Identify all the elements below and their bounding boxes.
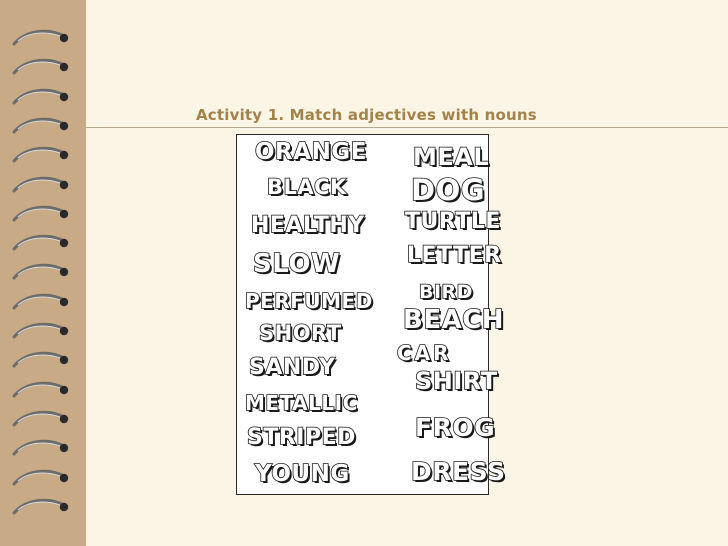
- noun-word: FROG: [415, 413, 496, 442]
- noun-word: BEACH: [403, 305, 505, 335]
- noun-word: CAR: [397, 341, 452, 365]
- adjective-word: BLACK: [267, 175, 347, 199]
- adjective-word: YOUNG: [255, 461, 350, 487]
- adjective-word: SLOW: [253, 249, 341, 279]
- adjective-word: HEALTHY: [251, 213, 365, 238]
- noun-word: BIRD: [419, 281, 473, 303]
- spiral-ring-icon: [8, 204, 70, 224]
- noun-word: TURTLE: [405, 209, 501, 234]
- spiral-ring-icon: [8, 145, 70, 165]
- adjective-word: SANDY: [249, 355, 336, 380]
- page-title: Activity 1. Match adjectives with nouns: [196, 106, 537, 124]
- spiral-ring-icon: [8, 116, 70, 136]
- adjective-word: SHORT: [259, 321, 342, 345]
- spiral-ring-icon: [8, 175, 70, 195]
- adjective-word: PERFUMED: [245, 289, 373, 313]
- spiral-ring-icon: [8, 321, 70, 341]
- word-card: [236, 134, 506, 495]
- noun-word: LETTER: [407, 243, 502, 268]
- spiral-ring-icon: [8, 28, 70, 48]
- title-divider: [86, 127, 728, 128]
- spiral-ring-icon: [8, 409, 70, 429]
- spiral-ring-icon: [8, 468, 70, 488]
- spiral-ring-icon: [8, 380, 70, 400]
- noun-word: MEAL: [413, 143, 490, 171]
- spiral-ring-icon: [8, 350, 70, 370]
- spiral-binding: [0, 0, 86, 546]
- spiral-ring-icon: [8, 57, 70, 77]
- adjective-word: STRIPED: [247, 425, 356, 450]
- adjective-word: ORANGE: [255, 139, 367, 165]
- spiral-ring-icon: [8, 438, 70, 458]
- spiral-ring-icon: [8, 292, 70, 312]
- noun-word: SHIRT: [415, 367, 498, 395]
- spiral-ring-icon: [8, 497, 70, 517]
- spiral-ring-icon: [8, 87, 70, 107]
- adjective-word: METALLIC: [245, 391, 358, 415]
- noun-word: DOG: [411, 173, 486, 207]
- spiral-ring-icon: [8, 233, 70, 253]
- noun-word: DRESS: [411, 457, 506, 486]
- spiral-ring-icon: [8, 262, 70, 282]
